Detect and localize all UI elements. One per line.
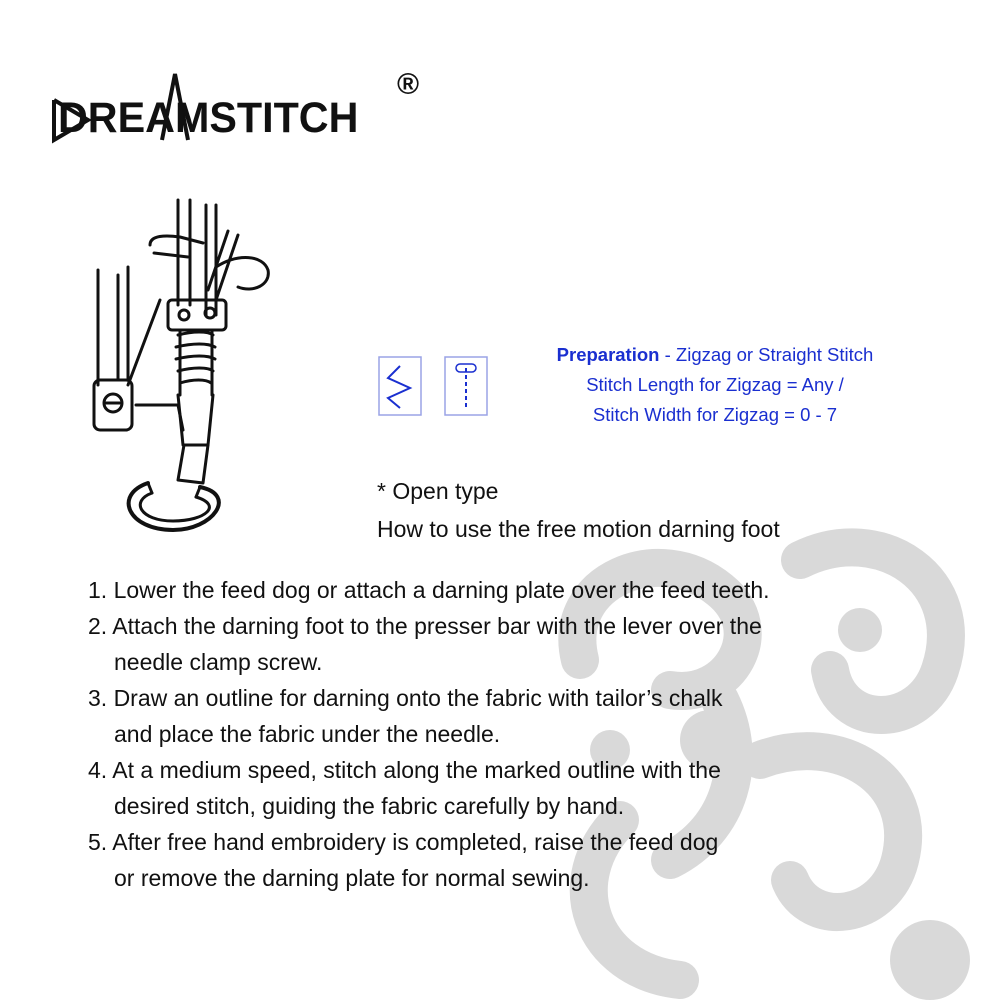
step-1-line-1: 1. Lower the feed dog or attach a darning plate over the feed teeth.: [88, 577, 770, 603]
logo-text: DREAMSTITCH: [58, 94, 359, 142]
step-4-line-1: 4. At a medium speed, stitch along the marked outline with the: [88, 757, 721, 783]
preparation-stitch-types: - Zigzag or Straight Stitch: [659, 344, 874, 365]
step-5: [88, 824, 770, 896]
preparation-stitch-length: Stitch Length for Zigzag = Any /: [586, 374, 844, 395]
preparation-line-1: [505, 340, 925, 370]
instruction-steps: [88, 572, 770, 896]
step-2-line-2: needle clamp screw.: [114, 649, 323, 675]
preparation-settings: [505, 340, 925, 430]
step-1: [88, 572, 770, 608]
preparation-label: Preparation: [556, 344, 660, 365]
brand-logo: [52, 68, 452, 148]
step-3: [88, 680, 770, 752]
step-2-line-1: 2. Attach the darning foot to the presser bar with the lever over the: [88, 613, 762, 639]
preparation-stitch-width: Stitch Width for Zigzag = 0 - 7: [592, 404, 838, 425]
free-motion-darning-foot-illustration: [88, 195, 298, 540]
step-5-line-1: 5. After free hand embroidery is completed, raise the feed dog: [88, 829, 719, 855]
zigzag-stitch-icon: [378, 356, 422, 416]
step-4: [88, 752, 770, 824]
registered-mark: ®: [397, 68, 420, 101]
step-5-line-2: or remove the darning plate for normal sewing.: [114, 865, 590, 891]
how-to-heading: How to use the free motion darning foot: [377, 516, 780, 542]
open-type-note: * Open type: [377, 478, 499, 504]
straight-stitch-icon: [444, 356, 488, 416]
step-3-line-1: 3. Draw an outline for darning onto the fabric with tailor’s chalk: [88, 685, 723, 711]
step-4-line-2: desired stitch, guiding the fabric carefully by hand.: [114, 793, 625, 819]
step-2: [88, 608, 770, 680]
step-3-line-2: and place the fabric under the needle.: [114, 721, 501, 747]
